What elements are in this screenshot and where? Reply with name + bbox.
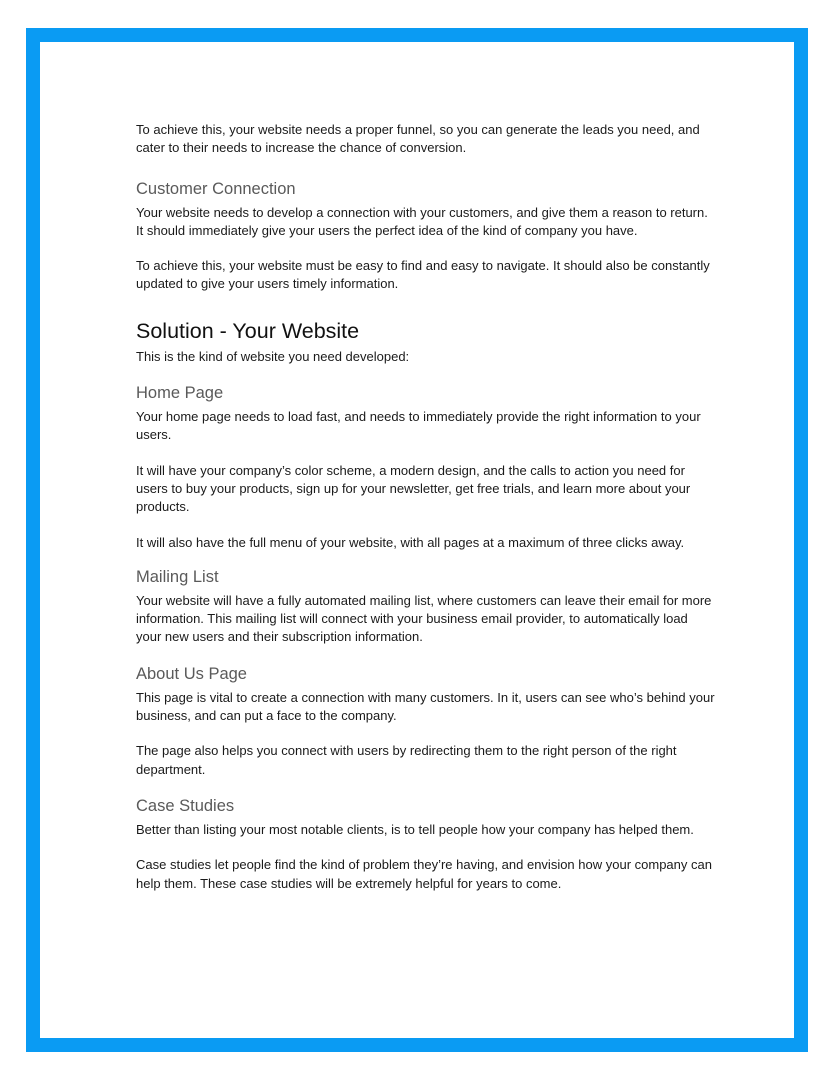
home-page-paragraph-2: It will have your company’s color scheme, a modern design, and the calls to action you need for users to buy your products, sign up for your newsletter, get free trials, and learn more about your products. <box>136 462 691 515</box>
solution-intro: This is the kind of website you need developed: <box>136 348 410 364</box>
about-us-heading: About Us Page <box>136 664 247 683</box>
customer-connection-heading: Customer Connection <box>136 179 296 198</box>
document-body <box>136 121 716 893</box>
about-us-paragraph-1: This page is vital to create a connection with many customers. In it, users can see who’s behind your business, and can put a face to the company. <box>136 689 715 724</box>
intro-paragraph: To achieve this, your website needs a proper funnel, so you can generate the leads you need, and cater to their needs to increase the chance of conversion. <box>136 122 700 156</box>
case-studies-heading: Case Studies <box>136 796 235 815</box>
mailing-list-paragraph-1: Your website will have a fully automated mailing list, where customers can leave their email for more information. This mailing list will connect with your business email provider, to automatically load your new users and their subscription information. <box>136 592 712 645</box>
mailing-list-heading: Mailing List <box>136 567 219 586</box>
home-page-heading: Home Page <box>136 384 224 403</box>
case-studies-paragraph-1: Better than listing your most notable clients, is to tell people how your company has helped them. <box>136 821 694 837</box>
customer-connection-paragraph-2: To achieve this, your website must be easy to find and easy to navigate. It should also be constantly updated to give your users timely information. <box>136 258 710 292</box>
solution-heading: Solution - Your Website <box>136 318 360 343</box>
customer-connection-paragraph-1: Your website needs to develop a connection with your customers, and give them a reason to return. It should immediately give your users the perfect idea of the kind of company you have. <box>136 204 708 238</box>
home-page-paragraph-3: It will also have the full menu of your website, with all pages at a maximum of three clicks away. <box>136 534 685 550</box>
home-page-paragraph-1: Your home page needs to load fast, and needs to immediately provide the right information to your users. <box>136 409 701 443</box>
case-studies-paragraph-2: Case studies let people find the kind of problem they’re having, and envision how your company can help them. These case studies will be extremely helpful for years to come. <box>136 857 712 891</box>
about-us-paragraph-2: The page also helps you connect with users by redirecting them to the right person of the right department. <box>136 743 677 777</box>
